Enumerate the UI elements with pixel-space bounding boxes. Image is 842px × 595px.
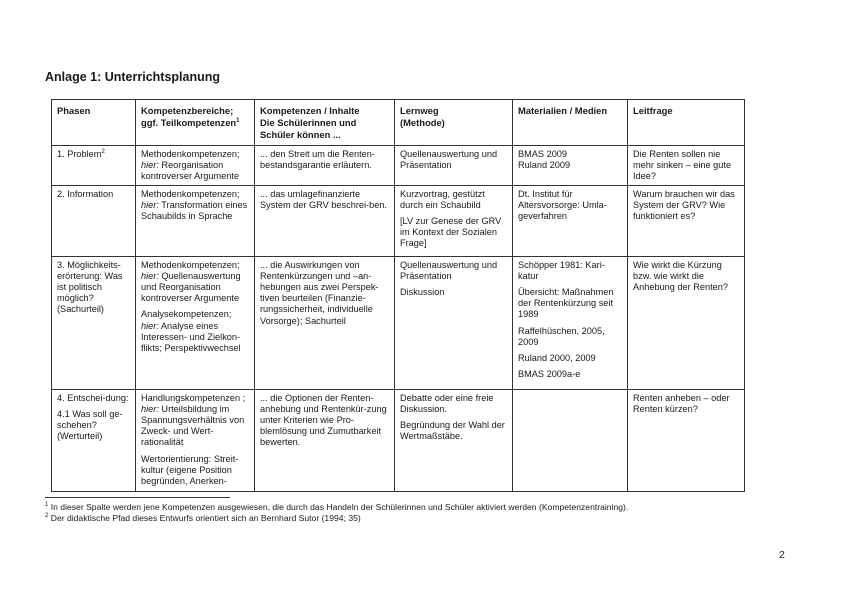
kompetenz-text: Transformation eines Schaubilds in Sprache xyxy=(141,199,248,222)
kompetenz-label: Analysekompetenzen; xyxy=(141,309,232,320)
hier-label: hier: xyxy=(141,270,159,281)
cell-lernweg xyxy=(395,185,513,256)
inhalte-text: ... das umlagefinanzierte System der GRV beschrei-ben. xyxy=(260,188,387,210)
footnote-text: Der didaktische Pfad dieses Entwurfs orientiert sich an Bernhard Sutor (1994; 35) xyxy=(48,513,361,523)
lesson-plan-table xyxy=(51,99,745,492)
lernweg-text: [LV zur Genese der GRV im Kontext der Sozialen Frage] xyxy=(400,216,502,249)
cell-inhalte xyxy=(255,146,395,186)
cell-phase xyxy=(52,185,136,256)
material-item: Übersicht: Maßnahmen der Rentenkürzung seit 1989 xyxy=(518,287,614,320)
cell-lernweg xyxy=(395,389,513,491)
cell-materialien xyxy=(513,256,628,389)
cell-inhalte xyxy=(255,389,395,491)
hier-label: hier: xyxy=(141,160,159,171)
table-row xyxy=(52,185,745,256)
inhalte-text: ... die Auswirkungen von Rentenkürzungen und –an-hebungen aus zwei Perspek-tiven beurteilen (Finanzie-rungssicherheit, individuelle Vorsorge); Sachurteil xyxy=(260,259,379,326)
cell-phase xyxy=(52,389,136,491)
cell-kompetenzbereiche xyxy=(136,185,255,256)
kompetenz-text: Reorganisation kontroverser Argumente xyxy=(141,160,240,182)
header-text: Kompetenzen / Inhalte xyxy=(260,105,360,116)
cell-materialien xyxy=(513,146,628,186)
kompetenz-para xyxy=(141,454,249,488)
header-text: Lernweg xyxy=(400,105,439,116)
leitfrage-text: Die Renten sollen nie mehr sinken – eine gute Idee? xyxy=(633,149,732,182)
hier-label: hier: xyxy=(141,199,159,210)
kompetenz-label: Wertorientierung: Streit-kultur (eigene Position begründen, Anerken- xyxy=(141,453,239,487)
cell-lernweg xyxy=(395,256,513,389)
cell-leitfrage xyxy=(628,389,745,491)
lernweg-text: Kurzvortrag, gestützt durch ein Schaubild xyxy=(400,188,485,210)
kompetenz-label: Methodenkompetenzen; xyxy=(141,259,240,270)
header-text: Die Schülerinnen und Schüler können ... xyxy=(260,117,357,140)
cell-inhalte xyxy=(255,185,395,256)
header-phasen xyxy=(52,100,136,146)
header-inhalte xyxy=(255,100,395,146)
footnote-text: In dieser Spalte werden jene Kompetenzen ausgewiesen, die durch das Handeln der Schülerinnen und Schüler aktiviert werden (Kompetenzentraining). xyxy=(48,502,629,512)
phase-text: 1. Problem xyxy=(57,149,102,159)
kompetenz-para xyxy=(141,260,249,305)
kompetenz-text: Quellenauswertung und Reorganisation kontroverser Argumente xyxy=(141,270,241,304)
cell-leitfrage xyxy=(628,146,745,186)
material-item: Ruland 2009 xyxy=(518,160,571,171)
header-materialien xyxy=(513,100,628,146)
phase-text: 3. Möglichkeits-erörterung: Was ist politisch möglich? (Sachurteil) xyxy=(57,259,123,315)
phase-text: 4. Entschei-dung: xyxy=(57,392,129,403)
header-text: Kompetenzbereiche; xyxy=(141,105,234,116)
cell-kompetenzbereiche xyxy=(136,389,255,491)
header-text: Phasen xyxy=(57,105,91,116)
header-lernweg xyxy=(395,100,513,146)
table-row xyxy=(52,146,745,186)
cell-kompetenzbereiche xyxy=(136,256,255,389)
header-text: Leitfrage xyxy=(633,105,673,116)
footnote-number: 2 xyxy=(45,513,49,519)
leitfrage-text: Wie wirkt die Kürzung bzw. wie wirkt die Anhebung der Renten? xyxy=(633,259,729,293)
cell-leitfrage xyxy=(628,185,745,256)
leitfrage-text: Renten anheben – oder Renten kürzen? xyxy=(633,392,730,414)
hier-label: hier: xyxy=(141,403,159,414)
cell-inhalte xyxy=(255,256,395,389)
header-leitfrage xyxy=(628,100,745,146)
material-item: Ruland 2000, 2009 xyxy=(518,353,596,364)
lernweg-text: Quellenauswertung und Präsentation xyxy=(400,149,498,171)
table-row xyxy=(52,256,745,389)
inhalte-text: ... den Streit um die Renten-bestandsgarantie erläutern. xyxy=(260,149,375,171)
kompetenz-para xyxy=(141,149,249,183)
cell-phase xyxy=(52,256,136,389)
kompetenz-label: Methodenkompetenzen; xyxy=(141,188,240,199)
material-item: Raffelhüschen, 2005, 2009 xyxy=(518,325,605,347)
leitfrage-text: Warum brauchen wir das System der GRV? Wie funktioniert es? xyxy=(633,188,735,222)
page-title: Anlage 1: Unterrichtsplanung xyxy=(45,70,221,84)
phase-text: 4.1 Was soll ge-schehen? (Werturteil) xyxy=(57,408,123,442)
kompetenz-text: Urteilsbildung im Spannungsverhältnis von Zweck- und Wert-rationalität xyxy=(141,403,245,448)
material-item: BMAS 2009a-e xyxy=(518,369,581,380)
material-item: BMAS 2009 xyxy=(518,149,568,159)
table-header-row xyxy=(52,100,745,146)
footnote-ref[interactable]: 1 xyxy=(236,118,240,124)
kompetenz-label: Handlungskompetenzen ; xyxy=(141,392,246,403)
kompetenz-para xyxy=(141,189,249,223)
lernweg-text: Quellenauswertung und Präsentation xyxy=(400,259,498,281)
footnote-2 xyxy=(45,513,361,523)
cell-lernweg xyxy=(395,146,513,186)
header-text: (Methode) xyxy=(400,117,445,128)
cell-kompetenzbereiche xyxy=(136,146,255,186)
material-item: Dt. Institut für Altersvorsorge: Umla-geverfahren xyxy=(518,188,607,222)
lernweg-text: Debatte oder eine freie Diskussion. xyxy=(400,392,494,414)
footnote-divider xyxy=(45,497,230,498)
lernweg-text: Diskussion xyxy=(400,287,445,298)
cell-materialien xyxy=(513,185,628,256)
hier-label: hier: xyxy=(141,320,159,331)
kompetenz-para xyxy=(141,309,249,354)
material-item: Schöpper 1981: Kari-katur xyxy=(518,259,605,281)
footnote-ref[interactable]: 2 xyxy=(101,149,105,155)
header-text: ggf. Teilkompetenzen xyxy=(141,117,237,128)
table-row xyxy=(52,389,745,491)
phase-text: 2. Information xyxy=(57,188,114,199)
header-text: Materialien / Medien xyxy=(518,105,608,116)
kompetenz-label: Methodenkompetenzen; xyxy=(141,149,240,159)
cell-materialien xyxy=(513,389,628,491)
lernweg-text: Begründung der Wahl der Wertmaßstäbe. xyxy=(400,420,505,442)
footnote-number: 1 xyxy=(45,502,49,508)
header-kompetenzbereiche xyxy=(136,100,255,146)
kompetenz-text: Analyse eines Interessen- und Zielkon-flikts; Perspektivwechsel xyxy=(141,320,241,354)
footnote-1 xyxy=(45,502,628,512)
cell-phase xyxy=(52,146,136,186)
inhalte-text: ... die Optionen der Renten-anhebung und Rentenkür-zung unter Kriterien wie Pro-blemlösung und Zumutbarkeit bewerten. xyxy=(260,392,387,448)
kompetenz-para xyxy=(141,393,249,449)
cell-leitfrage xyxy=(628,256,745,389)
page-number: 2 xyxy=(779,549,785,561)
